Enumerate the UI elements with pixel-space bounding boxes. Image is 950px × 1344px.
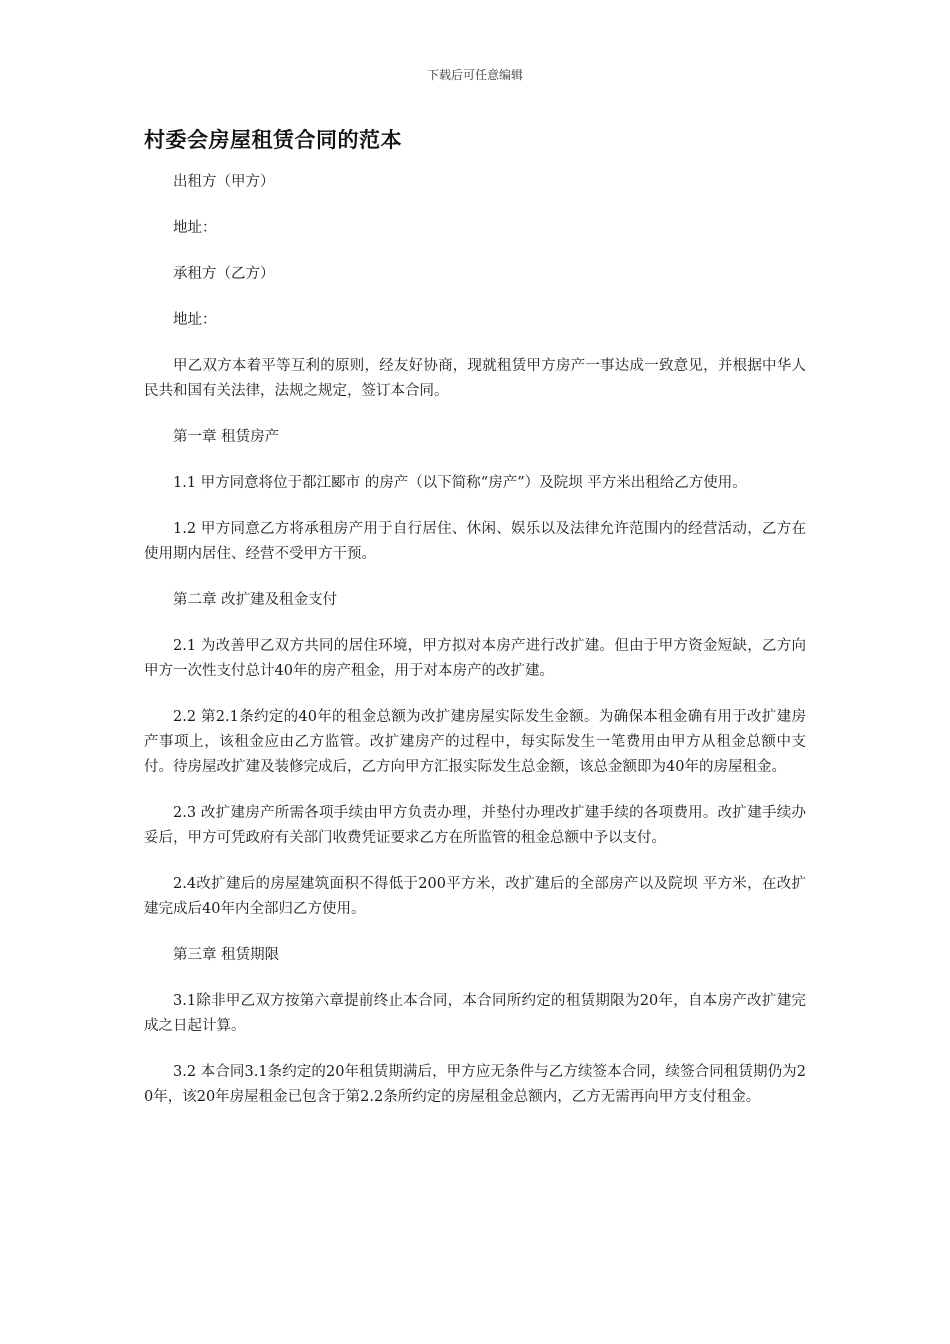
clause-2-3: 2.3 改扩建房产所需各项手续由甲方负责办理，并垫付办理改扩建手续的各项费用。改扩建手续办妥后，甲方可凭政府有关部门收费凭证要求乙方在所监管的租金总额中予以支付。	[144, 805, 806, 846]
chapter-1-heading: 第一章 租赁房产	[173, 429, 280, 445]
header-note: 下载后可任意编辑	[426, 68, 523, 82]
lessee-address-label: 地址：	[173, 312, 217, 328]
clause-3-1: 3.1除非甲乙双方按第六章提前终止本合同，本合同所约定的租赁期限为20年，自本房产改扩建完成之日起计算。	[144, 993, 806, 1034]
clause-3-2: 3.2 本合同3.1条约定的20年租赁期满后，甲方应无条件与乙方续签本合同，续签合同租赁期仍为20年，该20年房屋租金已包含于第2.2条所约定的房屋租金总额内，乙方无需再向甲方支付租金。	[144, 1064, 806, 1105]
clause-2-4: 2.4改扩建后的房屋建筑面积不得低于200平方米，改扩建后的全部房产以及院坝 平方米，在改扩建完成后40年内全部归乙方使用。	[144, 876, 806, 917]
clause-1-1: 1.1 甲方同意将位于都江郾市 的房产（以下简称“房产”）及院坝 平方米出租给乙方使用。	[173, 475, 747, 491]
chapter-3-heading: 第三章 租赁期限	[173, 947, 280, 963]
lessor-address-label: 地址：	[173, 220, 217, 236]
clause-2-1: 2.1 为改善甲乙双方共同的居住环境，甲方拟对本房产进行改扩建。但由于甲方资金短缺，乙方向甲方一次性支付总计40年的房产租金，用于对本房产的改扩建。	[144, 638, 806, 679]
preamble-paragraph: 甲乙双方本着平等互利的原则，经友好协商，现就租赁甲方房产一事达成一致意见，并根据中华人民共和国有关法律，法规之规定，签订本合同。	[144, 358, 806, 399]
document-body	[144, 170, 806, 1131]
lessee-label: 承租方（乙方）	[173, 266, 275, 282]
clause-1-2: 1.2 甲方同意乙方将承租房产用于自行居住、休闲、娱乐以及法律允许范围内的经营活动，乙方在使用期内居住、经营不受甲方干预。	[144, 521, 806, 562]
lessor-label: 出租方（甲方）	[173, 174, 275, 190]
clause-2-2: 2.2 第2.1条约定的40年的租金总额为改扩建房屋实际发生金额。为确保本租金确有用于改扩建房产事项上，该租金应由乙方监管。改扩建房产的过程中，每实际发生一笔费用由甲方从租金总额中支付。待房屋改扩建及装修完成后，乙方向甲方汇报实际发生总金额，该总金额即为40年的房屋租金。	[144, 709, 806, 775]
chapter-2-heading: 第二章 改扩建及租金支付	[173, 592, 338, 608]
document-title: 村委会房屋租赁合同的范本	[144, 128, 402, 152]
